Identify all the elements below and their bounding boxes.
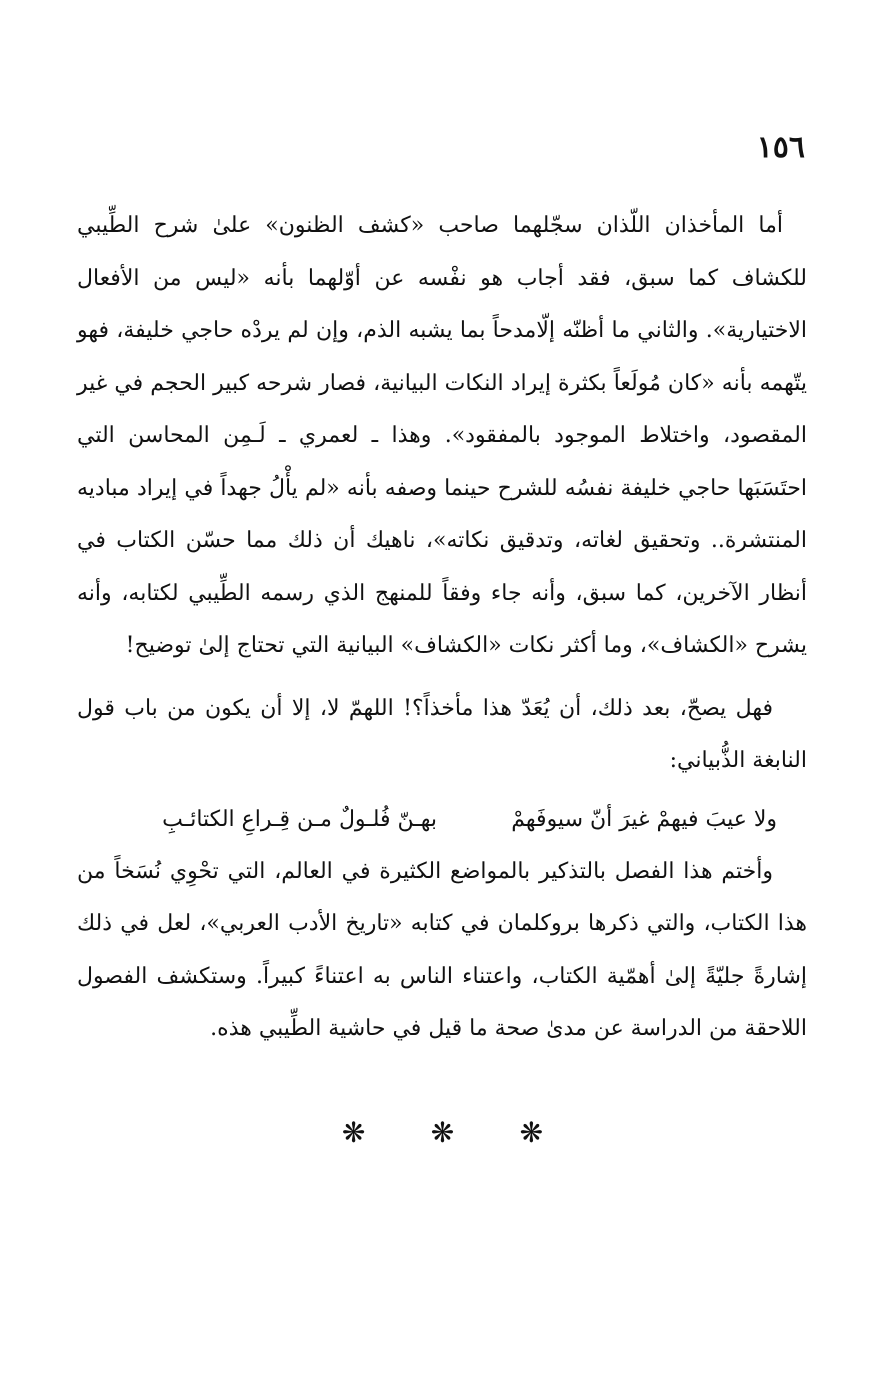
asterism-star-icon: ❋ <box>519 1116 544 1149</box>
verse-second-hemistich <box>97 794 437 846</box>
verse-first-hemistich-text: ولا عيبَ فيهمْ غيرَ أنّ سيوفَهمْ <box>511 806 777 832</box>
verse-first-hemistich <box>507 794 807 846</box>
asterism-star-icon: ❋ <box>430 1116 455 1149</box>
page-number: ١٥٦ <box>756 130 805 165</box>
paragraph-1: أما المأخذان اللّذان سجّلهما صاحب «كشف الظنون» علىٰ شرح الطِّيبي للكشاف كما سبق، فقد أجاب هو نفْسه عن أوّلهما بأنه «ليس من الأفعال الاختيارية». والثاني ما أظنّه إلّامدحاً بما يشبه الذم، وإن لم يردْه حاجي خليفة، فهو يتّهمه بأنه «كان مُولَعاً بكثرة إيراد النكات البيانية، فصار شرحه كبير الحجم في غير المقصود، واختلاط الموجود بالمفقود». وهذا ـ لعمري ـ لَـمِن المحاسن التي احتَسَبَها حاجي خليفة نفسُه للشرح حينما وصفه بأنه «لم يأْلُ جهداً في إيراد مباديه المنتشرة.. وتحقيق لغاته، وتدقيق نكاته»، ناهيك أن ذلك مما حسّن الكتاب في أنظار الآخرين، كما سبق، وأنه جاء وفقاً للمنهج الذي رسمه الطِّيبي لكتابه، وأنه يشرح «الكشاف»، وما أكثر نكات «الكشاف» البيانية التي تحتاج إلىٰ توضيح! <box>77 213 808 658</box>
body-text <box>77 200 807 1056</box>
paragraph-3: وأختم هذا الفصل بالتذكير بالمواضع الكثيرة في العالم، التي تحْوِي نُسَخاً من هذا الكتاب، والتي ذكرها بروكلمان في كتابه «تاريخ الأدب العربي»، لعل في ذلك إشارةً جليّةً إلىٰ أهمّية الكتاب، واعتناء الناس به اعتناءً كبيراً. وستكشف الفصول اللاحقة من الدراسة عن مدىٰ صحة ما قيل في حاشية الطِّيبي هذه. <box>77 858 807 1041</box>
poetry-verse <box>77 794 807 846</box>
paragraph-2: فهل يصحّ، بعد ذلك، أن يُعَدّ هذا مأخذاً؟! اللهمّ لا، إلا أن يكون من باب قول النابغة الذُّبياني: <box>77 695 807 773</box>
asterism-star-icon: ❋ <box>341 1116 366 1149</box>
section-separator <box>0 1116 885 1149</box>
verse-second-hemistich-text: بهـنّ فُلـولٌ مـن قِـراعِ الكتائـبِ <box>162 806 437 832</box>
